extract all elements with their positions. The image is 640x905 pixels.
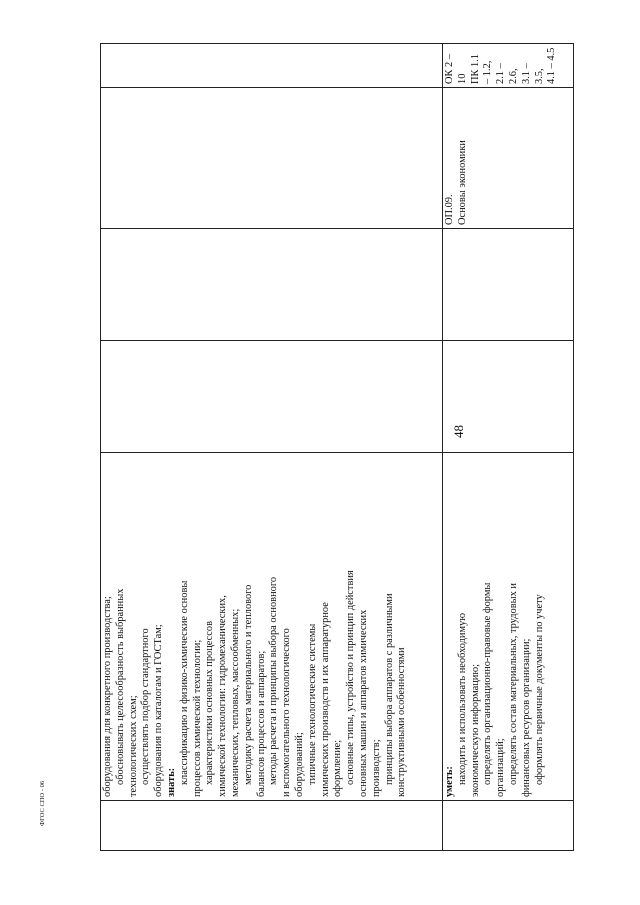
content-line: методику расчета материального и теплового [242, 584, 254, 785]
footer-stamp: ФГОС СПО - 06 [39, 780, 46, 826]
content-line: характеристики основных процессов [204, 621, 216, 785]
content-line: основных машин и аппаратов химических [357, 609, 369, 797]
content-line: экономическую информацию; [469, 663, 481, 797]
content-line: методы расчета и принципы выбора основного [268, 576, 280, 785]
curriculum-table [100, 43, 574, 851]
content-line: оформление; [332, 739, 344, 797]
content-line: химических производств и их аппаратурное [319, 602, 331, 797]
content-line: технологических схем; [127, 695, 139, 797]
hours-cell [443, 229, 574, 341]
content-line: химической технологии: гидромеханических, [217, 595, 229, 797]
content-line: находить и использовать необходимую [456, 612, 468, 785]
discipline-name: Основы экономики [456, 140, 468, 225]
content-line: процессов химической технологии; [191, 639, 203, 797]
content-line: финансовых ресурсов организации; [520, 638, 532, 797]
section-heading: уметь: [444, 766, 455, 797]
content-cell [443, 453, 574, 801]
competence-cell [443, 44, 574, 88]
hours-cell [101, 341, 443, 453]
content-cell [101, 453, 443, 801]
content-line: оборудования для конкретного производства; [102, 596, 113, 797]
content-line: механических, тепловых, массообменных; [229, 608, 241, 797]
section-heading: знать: [165, 767, 177, 797]
index-cell [101, 801, 443, 851]
page-number: 48 [451, 425, 466, 438]
content-line: классификацию и физико-химические основы [178, 580, 190, 785]
content-line: оборудования по каталогам и ГОСТам; [153, 624, 165, 797]
competence-code: ОК 2 – 10 [444, 53, 468, 84]
competence-cell [101, 44, 443, 88]
hours-cell [443, 341, 574, 453]
discipline-cell [443, 88, 574, 229]
discipline-code: ОП.09. [444, 194, 455, 225]
competence-code: 2.1 – 2.6, [495, 63, 519, 84]
content-line: оформлять первичные документы по учету [533, 594, 545, 785]
competence-code: 4.1 – 4.5 [546, 47, 558, 84]
table-row [101, 44, 443, 851]
index-cell [443, 801, 574, 851]
content-line: балансов процессов и аппаратов; [255, 650, 267, 797]
hours-cell [101, 229, 443, 341]
competence-codes [444, 47, 559, 84]
content-line: осуществлять подбор стандартного [140, 628, 152, 785]
content-line: типичные технологические системы [306, 623, 318, 785]
content-line: конструктивными особенностями [396, 647, 408, 797]
content-line: определять организационно-правовые формы [482, 582, 494, 785]
content-line: принципы выбора аппаратов с различными [383, 593, 395, 785]
content-line: обосновывать целесообразность выбранных [114, 588, 126, 785]
content-line: и вспомогательного технологического [281, 628, 293, 797]
content-line: производств; [370, 739, 382, 797]
content-lines [444, 456, 546, 797]
content-line: определять состав материальных, трудовых и [507, 583, 519, 785]
discipline-cell [101, 88, 443, 229]
curriculum-table-container [100, 44, 574, 851]
content-line: организаций; [495, 738, 507, 797]
content-line: основные типы, устройство и принцип действия [345, 570, 357, 785]
content-line: оборудований; [293, 732, 305, 797]
table-row [443, 44, 574, 851]
content-lines [102, 456, 409, 797]
competence-code: 3.1 – 3.5, [520, 63, 545, 84]
competence-code: ПК 1.1 – 1.2, [469, 53, 494, 84]
